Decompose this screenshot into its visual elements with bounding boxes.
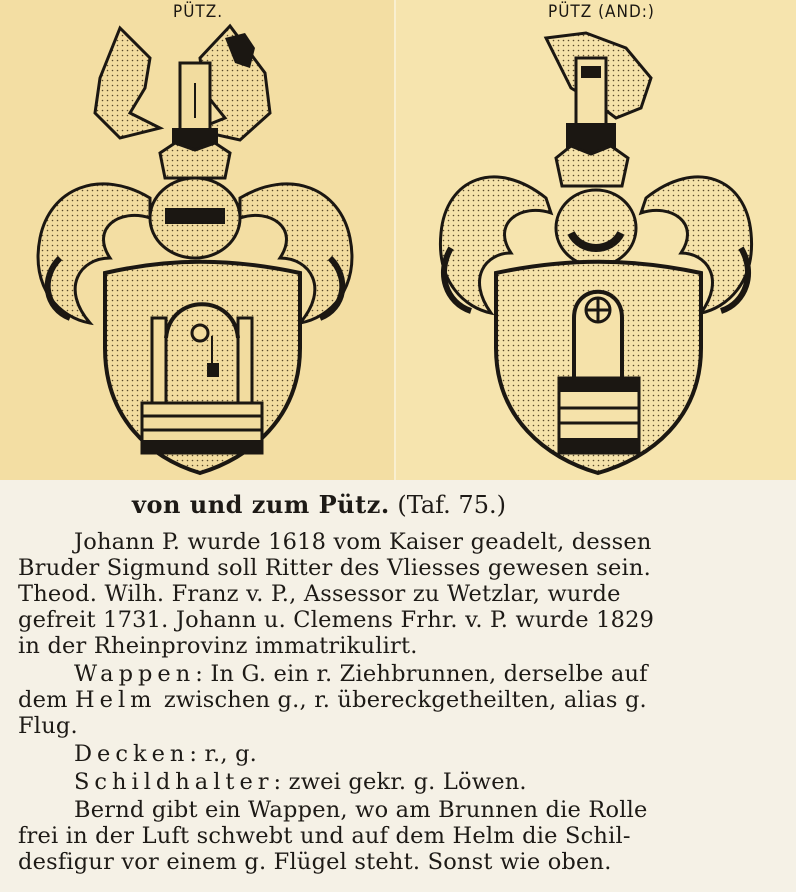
arms-panel-right (396, 0, 796, 480)
heading-plate-ref: (Taf. 75.) (397, 491, 506, 519)
text-line-schildhalter (74, 770, 527, 794)
article-text (0, 480, 796, 892)
arms-panel-left (0, 0, 396, 480)
wappen-text: : In G. ein r. Ziehbrunnen, derselbe auf (195, 661, 648, 687)
term-decken: Decken (74, 741, 190, 767)
article-heading (132, 490, 506, 519)
wappen-text-2: zwischen g., r. übereckgetheilten, alias g. (163, 687, 647, 713)
wappen-dem: dem (18, 687, 68, 713)
text-line: desfigur vor einem g. Flügel steht. Sonst wie oben. (18, 849, 612, 875)
term-schildhalter: Schildhalter (74, 769, 274, 795)
text-line: Theod. Wilh. Franz v. P., Assessor zu Wetzlar, wurde (18, 581, 621, 607)
decken-text: : r., g. (189, 741, 258, 767)
term-helm: Helm (75, 687, 157, 713)
text-line-helm (18, 688, 647, 712)
text-line: Bernd gibt ein Wappen, wo am Brunnen die Rolle (74, 797, 648, 823)
term-wappen: Wappen (74, 661, 196, 687)
heading-name: von und zum Pütz. (132, 490, 390, 519)
text-line: Flug. (18, 713, 78, 739)
text-line-wappen (74, 662, 648, 686)
arms-label-right: PÜTZ (AND:) (548, 2, 655, 22)
arms-label-left: PÜTZ. (173, 2, 224, 22)
coat-of-arms-right-illustration (396, 18, 796, 480)
text-line: gefreit 1731. Johann u. Clemens Frhr. v. P. wurde 1829 (18, 607, 655, 633)
text-line: in der Rheinprovinz immatrikulirt. (18, 633, 418, 659)
text-line-decken (74, 742, 257, 766)
text-line: frei in der Luft schwebt und auf dem Helm die Schil- (18, 823, 631, 849)
text-line: Bruder Sigmund soll Ritter des Vliesses gewesen sein. (18, 555, 651, 581)
text-line: Johann P. wurde 1618 vom Kaiser geadelt, dessen (74, 529, 652, 555)
schildhalter-text: : zwei gekr. g. Löwen. (273, 769, 527, 795)
coat-of-arms-left-illustration (0, 18, 396, 480)
